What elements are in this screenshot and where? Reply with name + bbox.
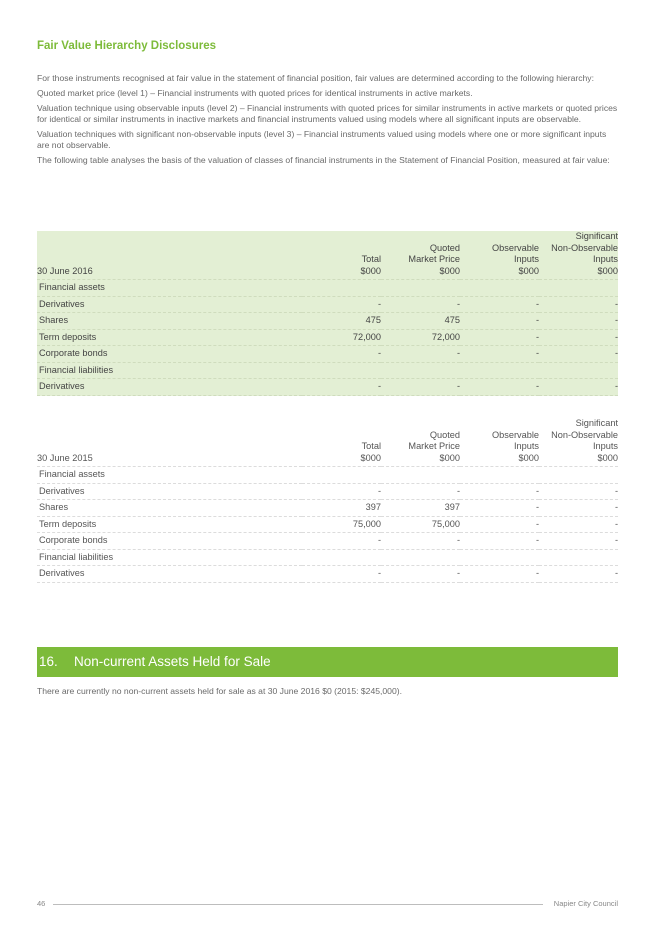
cell-total: - — [302, 346, 381, 363]
cell-quoted — [381, 467, 460, 484]
cell-nonobservable: - — [539, 533, 618, 550]
table-row — [37, 280, 618, 297]
cell-observable — [460, 362, 539, 379]
cell-quoted — [381, 549, 460, 566]
row-label: Shares — [37, 313, 302, 330]
note-body: There are currently no non-current assets held for sale as at 30 June 2016 $0 (2015: $245,000). — [37, 686, 402, 696]
cell-observable: - — [460, 313, 539, 330]
cell-total — [302, 467, 381, 484]
cell-total: 397 — [302, 500, 381, 517]
note-title: Non-current Assets Held for Sale — [74, 654, 271, 669]
table-row — [37, 516, 618, 533]
cell-nonobservable: - — [539, 566, 618, 583]
cell-quoted: 72,000 — [381, 329, 460, 346]
cell-nonobservable — [539, 549, 618, 566]
footer-organisation: Napier City Council — [553, 899, 618, 908]
cell-observable — [460, 549, 539, 566]
cell-quoted — [381, 280, 460, 297]
intro-text — [37, 73, 618, 170]
cell-total — [302, 362, 381, 379]
cell-total — [302, 549, 381, 566]
cell-total: - — [302, 379, 381, 396]
row-label: Financial assets — [37, 280, 302, 297]
cell-observable: - — [460, 379, 539, 396]
cell-observable: - — [460, 483, 539, 500]
header-observable-inputs: Observable Inputs $000 — [460, 231, 539, 280]
cell-observable: - — [460, 516, 539, 533]
row-label: Shares — [37, 500, 302, 517]
cell-quoted: - — [381, 483, 460, 500]
cell-nonobservable: - — [539, 516, 618, 533]
fair-value-table-2016 — [37, 231, 618, 396]
fair-value-table-2015 — [37, 418, 618, 583]
row-label: Derivatives — [37, 483, 302, 500]
note-heading-banner — [37, 647, 618, 677]
cell-quoted: 75,000 — [381, 516, 460, 533]
table-row — [37, 566, 618, 583]
row-label: Term deposits — [37, 516, 302, 533]
row-label: Financial liabilities — [37, 549, 302, 566]
cell-quoted: 397 — [381, 500, 460, 517]
cell-nonobservable: - — [539, 313, 618, 330]
table-row — [37, 549, 618, 566]
intro-paragraph: The following table analyses the basis of the valuation of classes of financial instruments in the Statement of Financial Position, measured at fair value: — [37, 155, 610, 165]
intro-paragraph: For those instruments recognised at fair value in the statement of financial position, fair values are determined according to the following hierarchy: — [37, 73, 594, 83]
row-label: Financial assets — [37, 467, 302, 484]
table-row — [37, 379, 618, 396]
row-label: Derivatives — [37, 566, 302, 583]
cell-quoted: - — [381, 296, 460, 313]
row-label: Financial liabilities — [37, 362, 302, 379]
footer-divider — [53, 904, 543, 905]
cell-nonobservable: - — [539, 379, 618, 396]
header-observable-inputs: Observable Inputs $000 — [460, 418, 539, 467]
header-quoted-market-price: Quoted Market Price $000 — [381, 231, 460, 280]
cell-quoted: - — [381, 533, 460, 550]
cell-total — [302, 280, 381, 297]
table-period-heading: 30 June 2016 — [37, 231, 302, 280]
cell-nonobservable: - — [539, 329, 618, 346]
table-row — [37, 362, 618, 379]
row-label: Derivatives — [37, 296, 302, 313]
note-number: 16. — [39, 654, 58, 669]
cell-observable — [460, 280, 539, 297]
cell-total: - — [302, 533, 381, 550]
cell-observable: - — [460, 500, 539, 517]
cell-quoted: - — [381, 566, 460, 583]
row-label: Term deposits — [37, 329, 302, 346]
cell-total: 75,000 — [302, 516, 381, 533]
table-row — [37, 346, 618, 363]
cell-nonobservable — [539, 362, 618, 379]
cell-total: - — [302, 483, 381, 500]
page-number: 46 — [37, 899, 46, 908]
cell-total: - — [302, 296, 381, 313]
cell-nonobservable: - — [539, 346, 618, 363]
intro-paragraph: Quoted market price (level 1) – Financial instruments with quoted prices for identical instruments in active markets. — [37, 88, 473, 98]
table-row — [37, 329, 618, 346]
table-row — [37, 533, 618, 550]
cell-total: 72,000 — [302, 329, 381, 346]
cell-nonobservable: - — [539, 296, 618, 313]
cell-quoted: - — [381, 346, 460, 363]
table-row — [37, 313, 618, 330]
cell-total: 475 — [302, 313, 381, 330]
cell-nonobservable: - — [539, 483, 618, 500]
row-label: Corporate bonds — [37, 533, 302, 550]
header-total: Total $000 — [302, 231, 381, 280]
cell-observable — [460, 467, 539, 484]
cell-nonobservable — [539, 280, 618, 297]
cell-quoted — [381, 362, 460, 379]
intro-paragraph: Valuation techniques with significant non-observable inputs (level 3) – Financial instruments valued using models where one or more significant inputs are not observable. — [37, 129, 607, 150]
header-total: Total $000 — [302, 418, 381, 467]
header-non-observable-inputs: Significant Non-Observable Inputs $000 — [539, 418, 618, 467]
cell-observable: - — [460, 346, 539, 363]
row-label: Derivatives — [37, 379, 302, 396]
cell-total: - — [302, 566, 381, 583]
cell-nonobservable: - — [539, 500, 618, 517]
table-row — [37, 483, 618, 500]
cell-observable: - — [460, 533, 539, 550]
cell-observable: - — [460, 329, 539, 346]
cell-quoted: 475 — [381, 313, 460, 330]
cell-nonobservable — [539, 467, 618, 484]
table-period-heading: 30 June 2015 — [37, 418, 302, 467]
table-row — [37, 500, 618, 517]
row-label: Corporate bonds — [37, 346, 302, 363]
intro-paragraph: Valuation technique using observable inputs (level 2) – Financial instruments with quoted prices for similar instruments in active markets or quoted prices for identical or similar instruments in inactive markets and financial instruments valued using models where all significant inputs are observable. — [37, 103, 618, 124]
header-quoted-market-price: Quoted Market Price $000 — [381, 418, 460, 467]
table-row — [37, 467, 618, 484]
cell-quoted: - — [381, 379, 460, 396]
table-row — [37, 296, 618, 313]
cell-observable: - — [460, 566, 539, 583]
header-non-observable-inputs: Significant Non-Observable Inputs $000 — [539, 231, 618, 280]
section-heading: Fair Value Hierarchy Disclosures — [37, 40, 216, 52]
cell-observable: - — [460, 296, 539, 313]
